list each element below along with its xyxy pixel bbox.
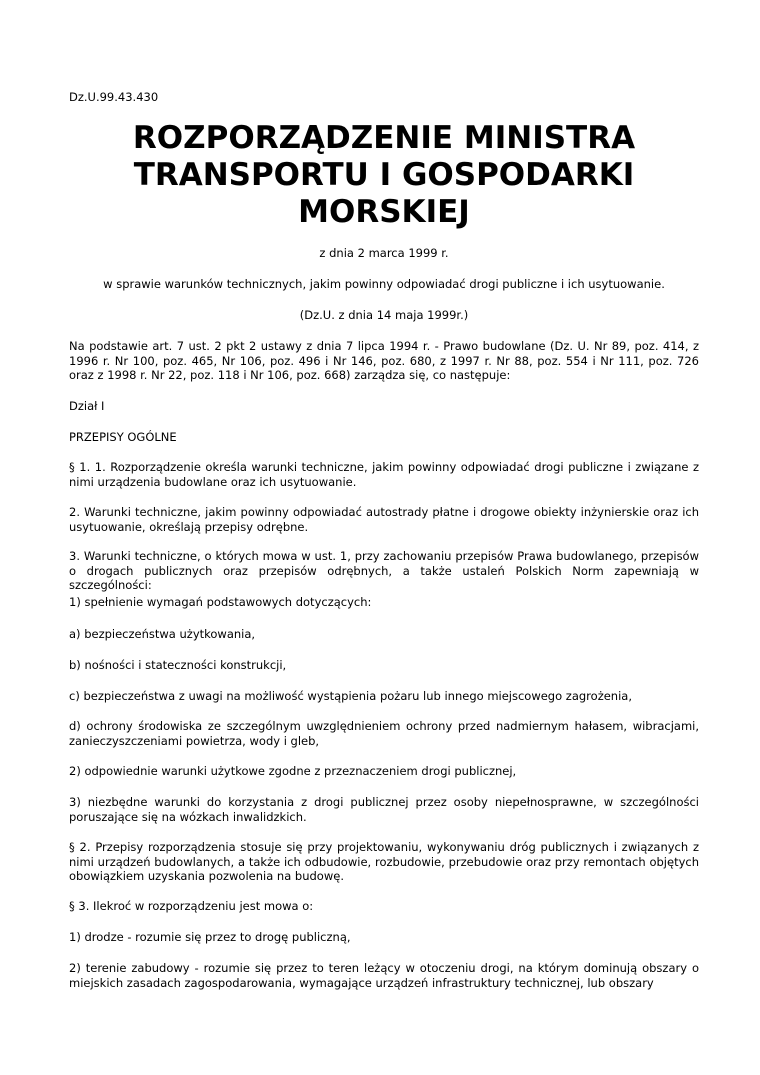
paragraph-1-1: § 1. 1. Rozporządzenie określa warunki techniczne, jakim powinny odpowiadać drogi publiczne i związane z nimi urządzenia budowlane oraz ich usytuowanie. [69, 460, 699, 489]
paragraph-1-3: 3. Warunki techniczne, o których mowa w ust. 1, przy zachowaniu przepisów Prawa budowlanego, przepisów o drogach publicznych oraz przepisów odrębnych, a także ustaleń Polskich Norm zapewniają w szczególności: [69, 549, 699, 592]
section-label: Dział I [69, 399, 105, 413]
list-item-a: a) bezpieczeństwa użytkowania, [69, 627, 256, 641]
definition-1: 1) drodze - rozumie się przez to drogę publiczną, [69, 930, 351, 944]
document-title: ROZPORZĄDZENIE MINISTRA TRANSPORTU I GOSPODARKI MORSKIEJ [132, 120, 636, 230]
publication-info: (Dz.U. z dnia 14 maja 1999r.) [299, 308, 469, 322]
document-date: z dnia 2 marca 1999 r. [319, 246, 449, 260]
list-item-b: b) nośności i stateczności konstrukcji, [69, 658, 287, 672]
document-subject: w sprawie warunków technicznych, jakim powinny odpowiadać drogi publiczne i ich usytuowanie. [103, 277, 665, 291]
preamble-paragraph: Na podstawie art. 7 ust. 2 pkt 2 ustawy z dnia 7 lipca 1994 r. - Prawo budowlane (Dz. U. Nr 89, poz. 414, z 1996 r. Nr 100, poz. 465, Nr 106, poz. 496 i Nr 146, poz. 680, z 1997 r. Nr 88, poz. 554 i Nr 111, poz. 726 oraz z 1998 r. Nr 22, poz. 118 i Nr 106, poz. 668) zarządza się, co następuje: [69, 339, 699, 382]
paragraph-3-intro: § 3. Ilekroć w rozporządzeniu jest mowa o: [69, 899, 314, 913]
list-item-d: d) ochrony środowiska ze szczególnym uwzględnieniem ochrony przed nadmiernym hałasem, wibracjami, zanieczyszczeniami powietrza, wody i gleb, [69, 719, 699, 748]
list-item-1: 1) spełnienie wymagań podstawowych dotyczących: [69, 595, 372, 609]
paragraph-2: § 2. Przepisy rozporządzenia stosuje się przy projektowaniu, wykonywaniu dróg publicznych i związanych z nimi urządzeń budowlanych, a także ich odbudowie, rozbudowie, przebudowie oraz przy remontach objętych obowiązkiem uzyskania pozwolenia na budowę. [69, 840, 699, 883]
list-item-2: 2) odpowiednie warunki użytkowe zgodne z przeznaczeniem drogi publicznej, [69, 764, 517, 778]
definition-2: 2) terenie zabudowy - rozumie się przez to teren leżący w otoczeniu drogi, na którym dominują obszary o miejskich zasadach zagospodarowania, wymagające urządzeń infrastruktury technicznej, lub obszary [69, 961, 699, 990]
list-item-3: 3) niezbędne warunki do korzystania z drogi publicznej przez osoby niepełnosprawne, w szczególności poruszające się na wózkach inwalidzkich. [69, 795, 699, 824]
list-item-c: c) bezpieczeństwa z uwagi na możliwość wystąpienia pożaru lub innego miejscowego zagrożenia, [69, 689, 632, 703]
journal-reference: Dz.U.99.43.430 [69, 90, 159, 104]
paragraph-1-2: 2. Warunki techniczne, jakim powinny odpowiadać autostrady płatne i drogowe obiekty inżynierskie oraz ich usytuowanie, określają przepisy odrębne. [69, 505, 699, 534]
section-heading: PRZEPISY OGÓLNE [69, 430, 177, 444]
